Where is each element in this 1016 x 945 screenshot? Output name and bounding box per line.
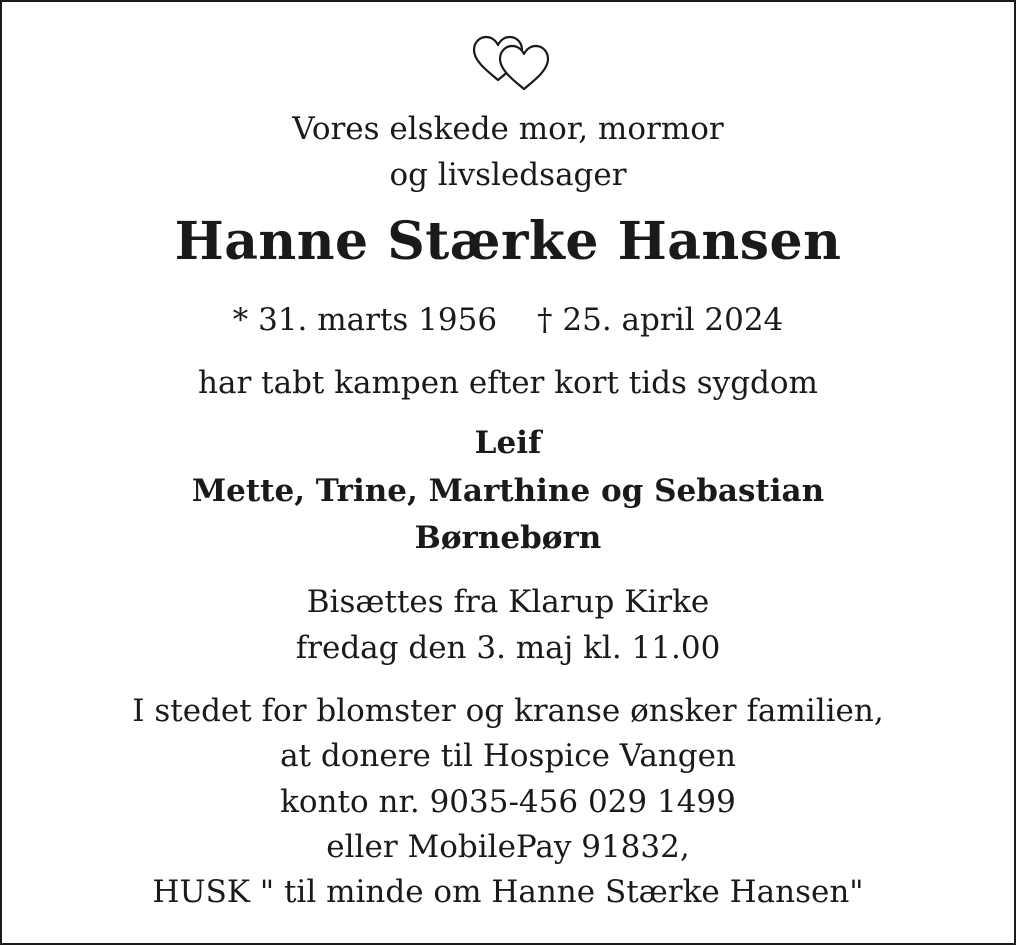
life-dates	[2, 302, 1014, 338]
family-line-3: Børnebørn	[414, 520, 602, 556]
cause-line: har tabt kampen efter kort tids sygdom	[198, 365, 818, 401]
birth-date: * 31. marts 1956	[232, 302, 498, 338]
death-date: † 25. april 2024	[537, 302, 784, 338]
family-line-1: Leif	[474, 425, 542, 461]
intro-line-1: Vores elskede mor, mormor	[292, 111, 724, 147]
funeral-line-1: Bisættes fra Klarup Kirke	[306, 584, 710, 620]
donation-line-2: at donere til Hospice Vangen	[280, 738, 736, 774]
donation-line-4: eller MobilePay 91832,	[326, 829, 690, 865]
deceased-name: Hanne Stærke Hansen	[174, 211, 842, 272]
family-line-2: Mette, Trine, Marthine og Sebastian	[191, 473, 825, 509]
donation-line-5: HUSK " til minde om Hanne Stærke Hansen"	[152, 874, 864, 910]
two-hearts-icon	[470, 32, 552, 92]
donation-line-1: I stedet for blomster og kranse ønsker familien,	[132, 693, 884, 729]
intro-line-2: og livsledsager	[389, 157, 627, 193]
donation-line-3: konto nr. 9035-456 029 1499	[280, 784, 736, 820]
funeral-line-2: fredag den 3. maj kl. 11.00	[295, 630, 721, 666]
